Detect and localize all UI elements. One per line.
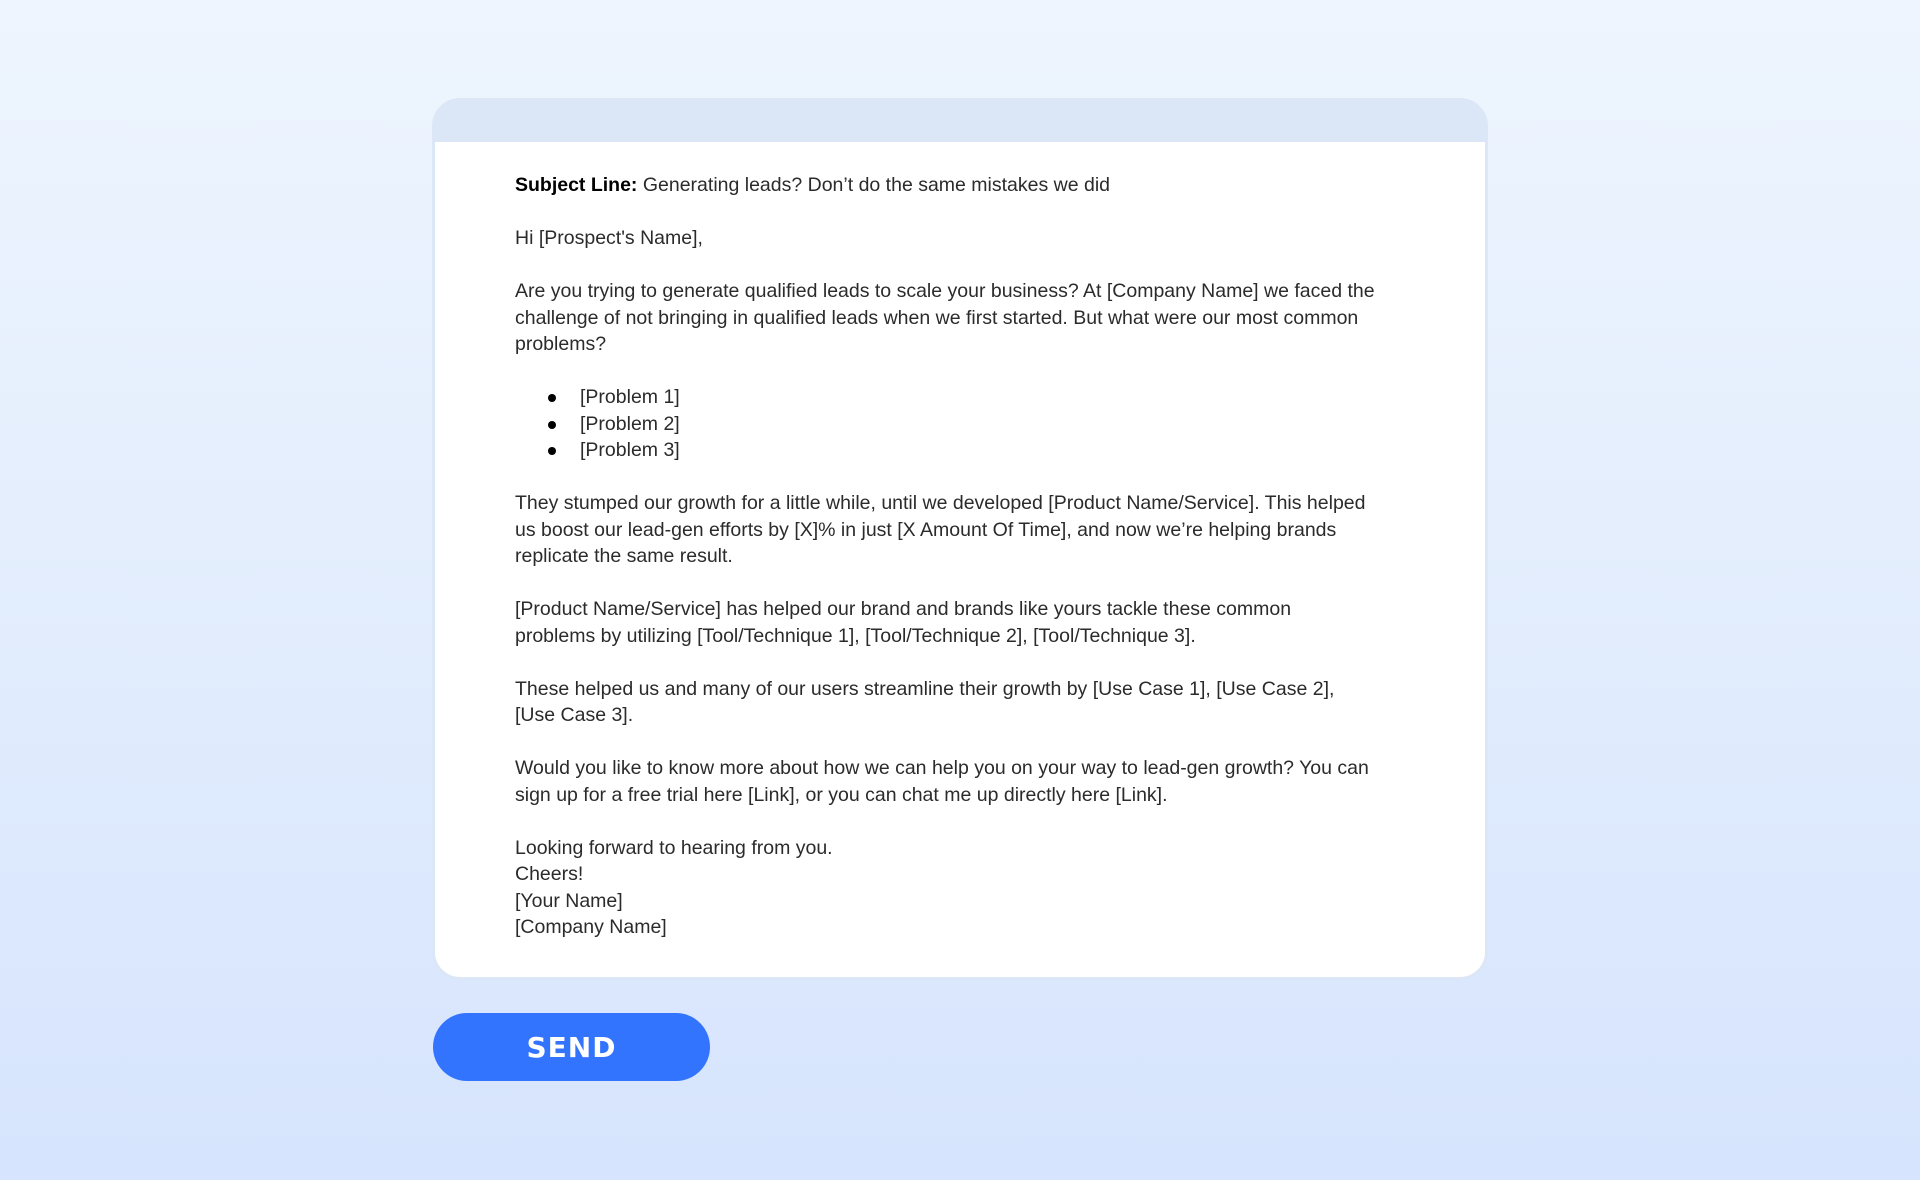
growth-paragraph: They stumped our growth for a little while, until we developed [Product Name/Service]. This helped us boost our lead-gen efforts by [X]% in just [X Amount Of Time], and now we’re helping brands replicate the same result. <box>515 492 1366 567</box>
sender-company: [Company Name] <box>515 916 667 938</box>
problem-list <box>515 384 1375 464</box>
subject-line <box>515 172 1375 199</box>
closing-line: Looking forward to hearing from you. <box>515 836 833 859</box>
sender-name: [Your Name] <box>515 889 623 912</box>
greeting: Hi [Prospect's Name], <box>515 227 703 249</box>
send-button[interactable]: SEND <box>433 1013 710 1081</box>
email-body <box>435 142 1485 977</box>
problem-text: [Problem 3] <box>580 439 680 461</box>
bullet-icon <box>548 394 556 402</box>
problem-text: [Problem 2] <box>580 412 680 435</box>
list-item <box>548 384 1375 411</box>
product-paragraph: [Product Name/Service] has helped our brand and brands like yours tackle these common problems by utilizing [Tool/Technique 1], [Tool/Technique 2], [Tool/Technique 3]. <box>515 598 1292 647</box>
subject-text: Generating leads? Don’t do the same mistakes we did <box>637 174 1111 196</box>
bullet-icon <box>548 447 556 455</box>
use-cases-paragraph: These helped us and many of our users streamline their growth by [Use Case 1], [Use Case 2], [Use Case 3]. <box>515 677 1335 726</box>
problem-text: [Problem 1] <box>580 386 680 408</box>
email-card <box>432 98 1488 980</box>
cta-paragraph: Would you like to know more about how we can help you on your way to lead-gen growth? You can sign up for a free trial here [Link], or you can chat me up directly here [Link]. <box>515 757 1369 806</box>
list-item <box>548 437 1375 464</box>
intro-paragraph: Are you trying to generate qualified leads to scale your business? At [Company Name] we faced the challenge of not bringing in qualified leads when we first started. But what were our most common problems? <box>515 280 1375 355</box>
bullet-icon <box>548 421 556 429</box>
sign-off: Cheers! <box>515 863 584 885</box>
subject-label: Subject Line: <box>515 174 638 196</box>
list-item <box>548 411 1375 438</box>
